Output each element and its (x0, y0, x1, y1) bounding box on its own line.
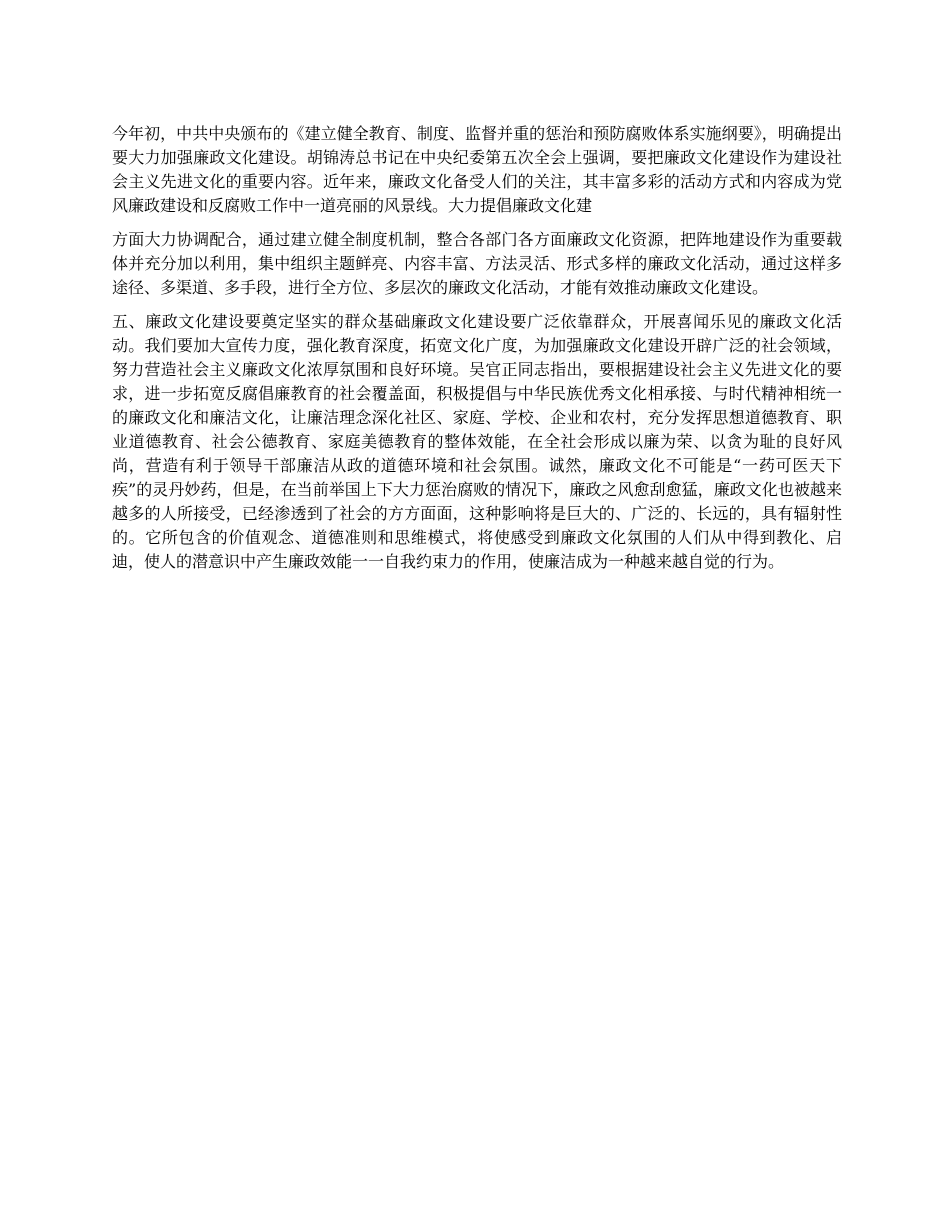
paragraph-2: 方面大力协调配合，通过建立健全制度机制，整合各部门各方面廉政文化资源，把阵地建设作为重要载体并充分加以利用，集中组织主题鲜亮、内容丰富、方法灵活、形式多样的廉政文化活动，通过这样多途径、多渠道、多手段，进行全方位、多层次的廉政文化活动，才能有效推动廉政文化建设。 (112, 230, 842, 297)
paragraph-1: 今年初，中共中央颁布的《建立健全教育、制度、监督并重的惩治和预防腐败体系实施纲要》，明确提出要大力加强廉政文化建设。胡锦涛总书记在中央纪委第五次全会上强调，要把廉政文化建设作为建设社会主义先进文化的重要内容。近年来，廉政文化备受人们的关注，其丰富多彩的活动方式和内容成为党风廉政建设和反腐败工作中一道亮丽的风景线。大力提倡廉政文化建 (112, 124, 842, 215)
document-body (112, 122, 842, 584)
paragraph-3: 五、廉政文化建设要奠定坚实的群众基础廉政文化建设要广泛依靠群众，开展喜闻乐见的廉政文化活动。我们要加大宣传力度，强化教育深度，拓宽文化广度，为加强廉政文化建设开辟广泛的社会领域，努力营造社会主义廉政文化浓厚氛围和良好环境。吴官正同志指出，要根据建设社会主义先进文化的要求，进一步拓宽反腐倡廉教育的社会覆盖面，积极提倡与中华民族优秀文化相承接、与时代精神相统一的廉政文化和廉洁文化，让廉洁理念深化社区、家庭、学校、企业和农村，充分发挥思想道德教育、职业道德教育、社会公德教育、家庭美德教育的整体效能，在全社会形成以廉为荣、以贪为耻的良好风尚，营造有利于领导干部廉洁从政的道德环境和社会氛围。诚然，廉政文化不可能是“一药可医天下疾”的灵丹妙药，但是，在当前举国上下大力惩治腐败的情况下，廉政之风愈刮愈猛，廉政文化也被越来越多的人所接受，已经渗透到了社会的方方面面，这种影响将是巨大的、广泛的、长远的，具有辐射性的。它所包含的价值观念、道德准则和思维模式，将使感受到廉政文化氛围的人们从中得到教化、启迪，使人的潜意识中产生廉政效能一一自我约束力的作用，使廉洁成为一种越来越自觉的行为。 (112, 312, 842, 571)
